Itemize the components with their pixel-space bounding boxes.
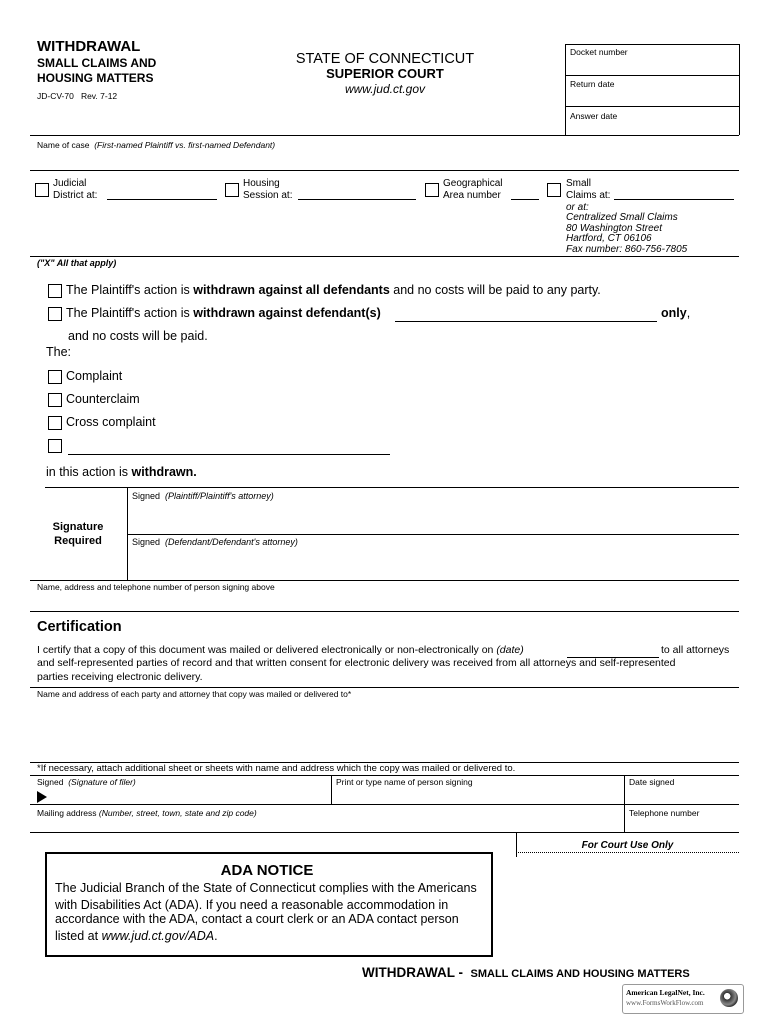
in-action-text [46, 465, 197, 479]
only-text: only [661, 306, 687, 320]
ada-title: ADA NOTICE [220, 862, 314, 879]
form-subtitle-1: SMALL CLAIMS AND [37, 56, 157, 70]
central-address-2: 80 Washington Street [566, 223, 662, 234]
ada-line-2: with Disabilities Act (ADA). If you need a reasonable accommodation in [55, 898, 449, 912]
housing-session-checkbox[interactable] [225, 183, 239, 197]
vendor-name: American LegalNet, Inc. [626, 988, 705, 997]
in-action-pre: in this action is [46, 465, 132, 479]
judicial-label-2: District at: [53, 190, 98, 201]
other-input[interactable] [68, 454, 390, 455]
certification-text-3: parties receiving electronic delivery. [37, 671, 203, 683]
return-date-field[interactable]: Return date [570, 79, 615, 89]
case-name-field[interactable] [37, 140, 275, 150]
counterclaim-checkbox[interactable] [48, 393, 62, 407]
plaintiff-signature-field[interactable] [132, 491, 274, 501]
court-website: www.jud.ct.gov [344, 82, 426, 96]
other-checkbox[interactable] [48, 439, 62, 453]
in-action-bold: withdrawn. [131, 465, 197, 479]
signed-label-2: Signed [132, 537, 161, 547]
complaint-checkbox[interactable] [48, 370, 62, 384]
housing-session-input[interactable] [298, 199, 416, 200]
defendants-input[interactable] [395, 321, 657, 322]
print-name-field[interactable]: Print or type name of person signing [336, 777, 473, 787]
signed-label-1: Signed [132, 491, 161, 501]
small-claims-input[interactable] [614, 199, 734, 200]
cross-complaint-label: Cross complaint [66, 415, 156, 429]
housing-label-1: Housing [243, 178, 280, 189]
footer-subtitle: SMALL CLAIMS AND HOUSING MATTERS [470, 968, 690, 980]
certification-text-2: and self-represented parties of record and that written consent for electronic delivery was received from all attorneys and self-represented [37, 657, 676, 669]
mailing-hint: (Number, street, town, state and zip code) [98, 808, 257, 818]
telephone-field[interactable]: Telephone number [629, 808, 700, 818]
footer-title-main: WITHDRAWAL - [362, 965, 463, 980]
form-revision: Rev. 7-12 [80, 91, 118, 101]
judicial-label-1: Judicial [53, 178, 87, 189]
sign-here-arrow-icon [37, 791, 47, 803]
withdraw-specific-checkbox[interactable] [48, 307, 62, 321]
opt2-bold: withdrawn against defendant(s) [193, 306, 381, 320]
case-name-hint: (First-named Plaintiff vs. first-named Defendant) [94, 140, 276, 150]
defendant-hint: (Defendant/Defendant's attorney) [165, 537, 298, 547]
attach-note: *If necessary, attach additional sheet or sheets with name and address which the copy was mailed or delivered to. [37, 763, 516, 774]
central-address-3: Hartford, CT 06106 [566, 233, 652, 244]
opt1-pre: The Plaintiff's action is [66, 283, 194, 297]
geographical-area-input[interactable] [511, 199, 539, 200]
case-name-label: Name of case [37, 140, 90, 150]
ada-line-4 [55, 929, 218, 943]
court-name: SUPERIOR COURT [326, 66, 444, 81]
cert-text1-pre: I certify that a copy of this document was mailed or delivered electronically or non-electronically on [37, 644, 497, 656]
opt1-post: and no costs will be paid to any party. [389, 283, 601, 297]
withdraw-all-text [66, 283, 601, 297]
vendor-logo-icon [720, 989, 738, 1007]
ada-line4-pre: listed at [55, 929, 102, 943]
counterclaim-label: Counterclaim [66, 392, 140, 406]
central-fax: Fax number: 860-756-7805 [566, 244, 688, 255]
signature-required-2: Required [54, 535, 102, 547]
small-claims-checkbox[interactable] [547, 183, 561, 197]
judicial-district-input[interactable] [107, 199, 217, 200]
signer-info-field[interactable]: Name, address and telephone number of person signing above [37, 582, 275, 592]
answer-date-field[interactable]: Answer date [570, 111, 618, 121]
filer-signature-field[interactable] [37, 777, 136, 787]
ada-link[interactable]: www.jud.ct.gov/ADA [101, 929, 215, 943]
ada-line-3: accordance with the ADA, contact a court clerk or an ADA contact person [55, 912, 459, 926]
ada-line4-post: . [214, 929, 218, 943]
court-use-label: For Court Use Only [581, 840, 674, 851]
small-label-1: Small [566, 178, 592, 189]
central-address-1: Centralized Small Claims [566, 212, 678, 223]
docket-number-field[interactable]: Docket number [570, 47, 628, 57]
geo-label-2: Area number [443, 190, 501, 201]
mailing-address-field[interactable] [37, 808, 257, 818]
filer-signed-hint: (Signature of filer) [68, 777, 136, 787]
withdraw-specific-text [66, 306, 381, 320]
parties-address-field[interactable]: Name and address of each party and attorney that copy was mailed or delivered to* [37, 689, 352, 699]
x-all-note: ("X" All that apply) [37, 258, 117, 268]
form-number [37, 91, 117, 101]
only-label [661, 306, 690, 320]
only-comma: , [686, 306, 691, 320]
geographical-area-checkbox[interactable] [425, 183, 439, 197]
the-label: The: [46, 345, 72, 359]
or-at-label: or at: [566, 202, 589, 213]
complaint-label: Complaint [66, 369, 123, 383]
opt2-pre: The Plaintiff's action is [66, 306, 194, 320]
certification-text-1b: to all attorneys [661, 644, 730, 656]
cross-complaint-checkbox[interactable] [48, 416, 62, 430]
housing-label-2: Session at: [243, 190, 293, 201]
plaintiff-hint: (Plaintiff/Plaintiff's attorney) [165, 491, 274, 501]
cert-date-label: (date) [496, 644, 524, 656]
certification-title: Certification [37, 619, 122, 635]
defendant-signature-field[interactable] [132, 537, 298, 547]
ada-line-1: The Judicial Branch of the State of Connecticut complies with the Americans [55, 881, 477, 895]
filer-signed-label: Signed [37, 777, 64, 787]
state-name: STATE OF CONNECTICUT [295, 51, 475, 67]
signature-required-1: Signature [52, 521, 104, 533]
form-subtitle-2: HOUSING MATTERS [37, 71, 154, 85]
form-code: JD-CV-70 [37, 91, 74, 101]
geo-label-1: Geographical [443, 178, 503, 189]
footer-title [362, 965, 690, 980]
small-label-2: Claims at: [566, 190, 611, 201]
date-signed-field[interactable]: Date signed [629, 777, 675, 787]
no-costs-text: and no costs will be paid. [68, 329, 208, 343]
form-title: WITHDRAWAL [37, 38, 141, 55]
withdraw-all-checkbox[interactable] [48, 284, 62, 298]
judicial-district-checkbox[interactable] [35, 183, 49, 197]
mailing-label: Mailing address [37, 808, 97, 818]
opt1-bold: withdrawn against all defendants [193, 283, 390, 297]
vendor-url: www.FormsWorkFlow.com [626, 999, 704, 1007]
certification-text-1 [37, 644, 524, 656]
